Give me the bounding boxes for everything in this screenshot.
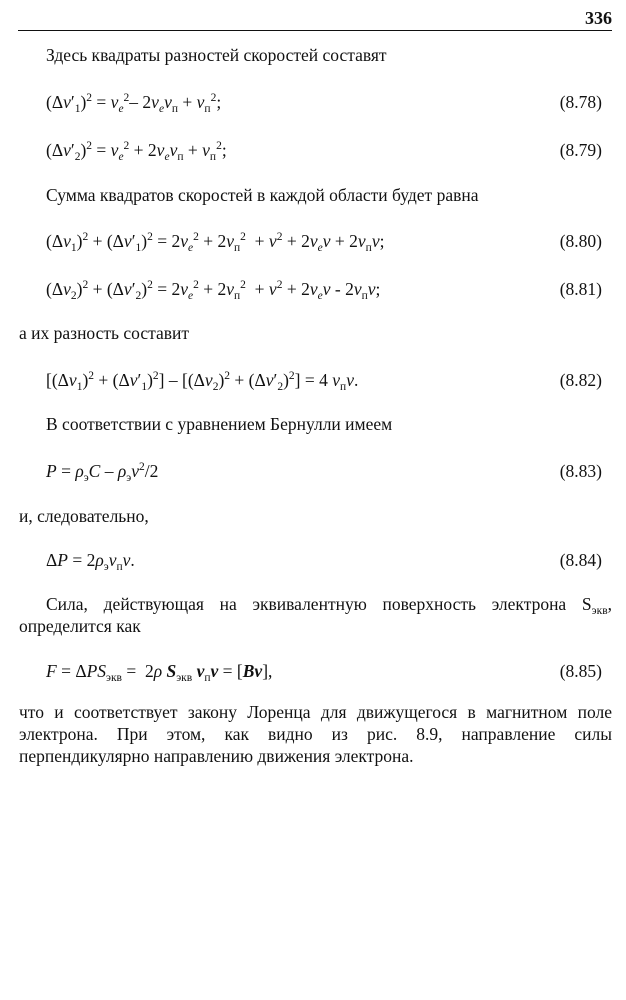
- paragraph-6-line-2: определится как: [19, 616, 141, 636]
- page-number: 336: [585, 8, 612, 28]
- equation-number: (8.78): [559, 92, 602, 112]
- equation-8-81: $(\Delta v_2)^2 + (\Delta v'_2)^2 = 2v_e^2 + 2v_п^2 + v^2 + 2v_ev - 2v_пv$;: [46, 279, 381, 302]
- paragraph-5: и, следовательно,: [19, 506, 149, 526]
- paragraph-4: В соответствии с уравнением Бернулли имеем: [46, 414, 393, 434]
- equation-8-85: $F = \Delta PS_{экв} = 2\rho$ $S_{экв}$ $v_пv = [Bv]$,: [46, 661, 273, 684]
- equation-8-78: $(\Delta v'_1)^2 = v_e^2-$ $2v_ev_п + v_п^2$;: [46, 92, 222, 115]
- paragraph-6-line-1: Сила, действующая на эквивалентную поверхность электрона $S_{экв}$,: [46, 594, 612, 617]
- equation-8-80: $(\Delta v_1)^2 + (\Delta v'_1)^2 = 2v_e^2 + 2v_п^2 + v^2 + 2v_ev + 2v_пv$;: [46, 231, 385, 254]
- header-rule: [18, 30, 612, 31]
- paragraph-3: а их разность составит: [19, 323, 190, 343]
- equation-8-84: $\Delta P = 2\rho_эv_пv$.: [46, 550, 135, 573]
- paragraph-1: Здесь квадраты разностей скоростей составят: [46, 45, 387, 65]
- equation-number: (8.79): [559, 140, 602, 160]
- equation-number: (8.85): [559, 661, 602, 681]
- equation-8-82: $[(\Delta v_1)^2 + (\Delta v'_1)^2] - [(\Delta v_2)^2 + (\Delta v'_2)^2] = 4$ $v_пv$.: [46, 370, 359, 393]
- equation-8-83: $P = \rho_эC - \rho_эv^2/2$: [46, 461, 159, 484]
- equation-number: (8.80): [559, 231, 602, 251]
- paragraph-7: что и соответствует закону Лоренца для движущегося в магнитном поле электрона. При этом, как видно из рис. 8.9, направление силы перпендикулярно направлению движения электрона.: [19, 702, 612, 766]
- paragraph-2: Сумма квадратов скоростей в каждой области будет равна: [46, 185, 479, 205]
- equation-number: (8.81): [559, 279, 602, 299]
- equation-number: (8.82): [559, 370, 602, 390]
- equation-number: (8.83): [559, 461, 602, 481]
- equation-number: (8.84): [559, 550, 602, 570]
- equation-8-79: $(\Delta v'_2)^2 = v_e^2 + 2v_ev_п + v_п^2$;: [46, 140, 227, 163]
